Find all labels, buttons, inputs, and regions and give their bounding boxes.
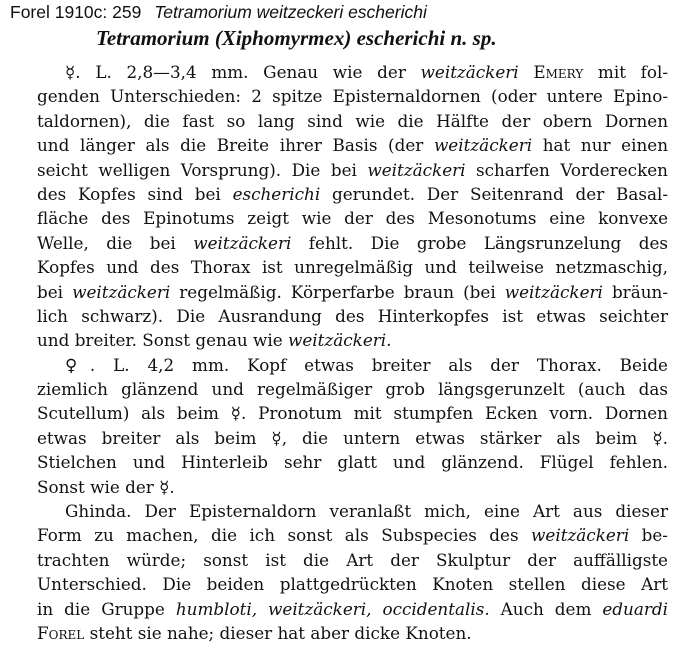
- text-segment: Stielchen und Hinterleib sehr glatt und glänzend. Flügel fehlen.: [37, 452, 668, 473]
- citation-species: Tetramorium weitzeckeri escherichi: [154, 2, 427, 22]
- text-line: [37, 621, 668, 645]
- text-segment: Ghinda. Der Episternaldorn veranlaßt mich, eine Art aus dieser: [65, 501, 668, 522]
- text-segment: ☿. L. 2,8—3,4 mm. Genau wie der: [65, 62, 421, 82]
- text-line: [37, 401, 668, 425]
- text-segment: des Kopfes sind bei: [37, 183, 233, 204]
- text-line: [37, 231, 668, 255]
- text-line: [37, 597, 668, 621]
- text-segment: scharfen Vorderecken: [465, 159, 668, 180]
- text-segment: lich schwarz). Die Ausrandung des Hinterkopfes ist etwas seichter: [37, 305, 668, 326]
- text-segment: Kopfes und des Thorax ist unregelmäßig und teilweise netzmaschig,: [37, 257, 668, 278]
- text-segment: Welle, die bei: [37, 232, 194, 253]
- text-segment: steht sie nahe; dieser hat aber dicke Knoten.: [84, 622, 472, 643]
- text-segment: trachten würde; sonst ist die Art der Skulptur der auffälligste: [37, 549, 668, 570]
- text-line: [37, 572, 668, 596]
- text-line: [37, 353, 668, 377]
- text-line: [37, 133, 668, 157]
- text-segment: und breiter. Sonst genau wie: [37, 330, 288, 351]
- text-segment: be-: [629, 525, 668, 546]
- text-segment: genden Unterschieden: 2 spitze Episternaldornen (oder untere Epino-: [37, 86, 668, 107]
- author-name: Forel: [37, 622, 85, 643]
- text-line: [37, 304, 668, 328]
- text-line: [37, 426, 668, 450]
- italic-term: weitzäckeri: [420, 62, 519, 82]
- description-text: [37, 60, 668, 645]
- text-line: [37, 158, 668, 182]
- italic-term: eduardi: [602, 598, 668, 619]
- italic-term: weitzäckeri: [531, 525, 630, 546]
- italic-term: weitzäckeri.: [288, 330, 392, 351]
- text-segment: bei: [37, 281, 73, 302]
- text-segment: bräun-: [602, 281, 668, 302]
- italic-term: weitzäckeri: [193, 232, 292, 253]
- text-segment: Form zu machen, die ich sonst als Subspecies des: [37, 525, 532, 546]
- italic-term: weitzäckeri: [504, 281, 603, 302]
- text-segment: fehlt. Die grobe Längsrunzelung des: [291, 232, 668, 253]
- text-line: [37, 328, 668, 352]
- text-line: [37, 499, 668, 523]
- text-segment: fläche des Epinotums zeigt wie der des Mesonotums eine konvexe: [37, 208, 668, 229]
- text-segment: ♀. L. 4,2 mm. Kopf etwas breiter als der Thorax. Beide: [65, 354, 668, 375]
- text-line: [37, 84, 668, 108]
- text-line: [37, 109, 668, 133]
- species-title: Tetramorium (Xiphomyrmex) escherichi n. sp.: [96, 26, 497, 50]
- text-segment: regelmäßig. Körperfarbe braun (bei: [170, 281, 505, 302]
- text-segment: und länger als die Breite ihrer Basis (der: [37, 135, 434, 156]
- citation-header: [10, 2, 427, 23]
- text-line: [37, 475, 668, 499]
- text-segment: Sonst wie der ☿.: [37, 476, 175, 497]
- text-segment: gerundet. Der Seitenrand der Basal-: [320, 183, 668, 204]
- text-segment: [519, 62, 534, 82]
- text-line: [37, 523, 668, 547]
- text-segment: Unterschied. Die beiden plattgedrückten Knoten stellen diese Art: [37, 574, 668, 595]
- italic-term: weitzäckeri: [433, 135, 533, 156]
- text-line: [37, 548, 668, 572]
- text-segment: seicht welligen Vorsprung). Die bei: [37, 159, 368, 180]
- citation-reference: Forel 1910c: 259: [10, 2, 142, 22]
- text-line: [37, 377, 668, 401]
- text-segment: mit fol-: [583, 62, 668, 82]
- author-name: Emery: [533, 62, 584, 82]
- text-line: [37, 280, 668, 304]
- text-line: [37, 60, 668, 84]
- italic-term: escherichi: [232, 183, 321, 204]
- text-line: [37, 182, 668, 206]
- text-line: [37, 206, 668, 230]
- text-segment: Auch dem: [489, 598, 603, 619]
- text-line: [37, 255, 668, 279]
- text-segment: etwas breiter als beim ☿, die untern etwas stärker als beim ☿.: [37, 427, 668, 448]
- text-segment: ziemlich glänzend und regelmäßiger grob längsgerunzelt (auch das: [37, 379, 668, 400]
- text-line: [37, 450, 668, 474]
- text-segment: in die Gruppe: [37, 598, 176, 619]
- text-segment: Scutellum) als beim ☿. Pronotum mit stumpfen Ecken vorn. Dornen: [37, 403, 668, 424]
- italic-term: humbloti, weitzäckeri, occidentalis.: [175, 598, 490, 619]
- text-segment: taldornen), die fast so lang sind wie die Hälfte der obern Dornen: [37, 110, 668, 131]
- italic-term: weitzäckeri: [367, 159, 466, 180]
- text-segment: hat nur einen: [532, 135, 669, 156]
- italic-term: weitzäckeri: [72, 281, 171, 302]
